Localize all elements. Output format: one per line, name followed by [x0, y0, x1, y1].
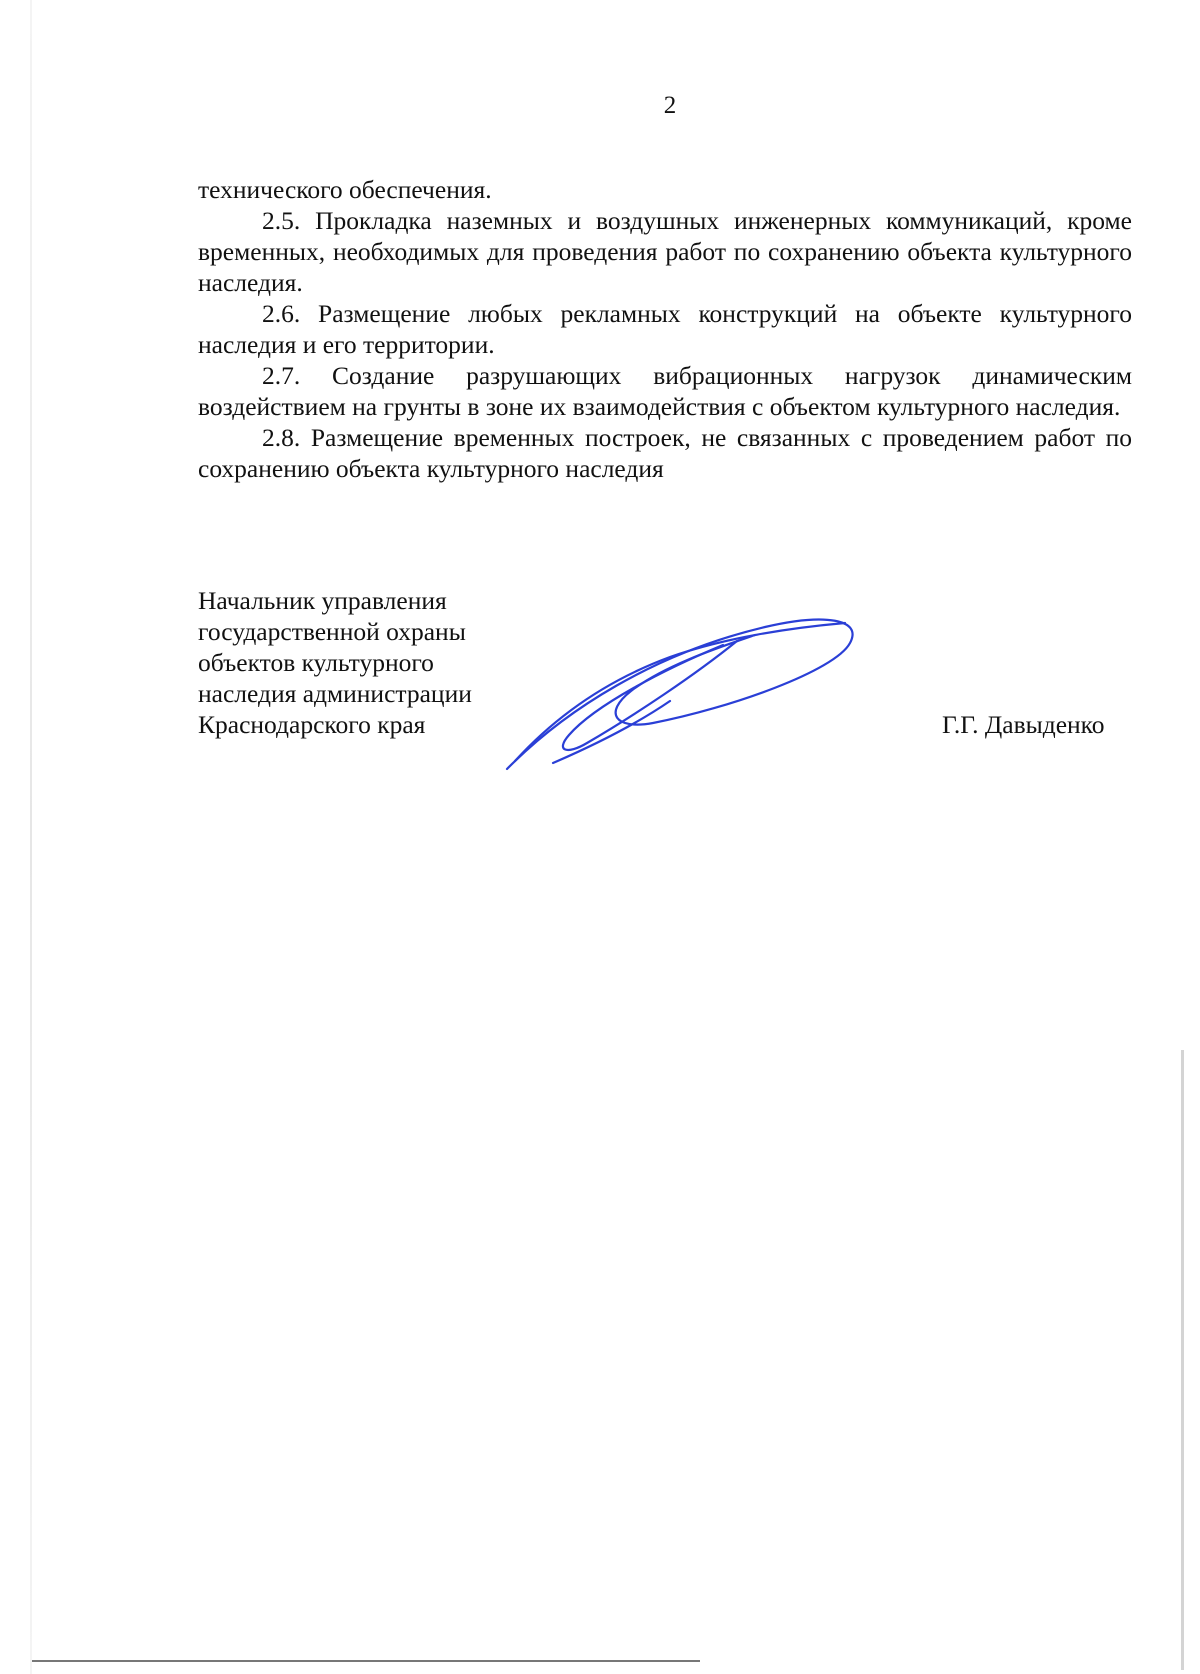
paragraph-2-8: 2.8. Размещение временных построек, не связанных с проведением работ по сохранению объекта культурного наследия [198, 423, 1132, 483]
signer-title-line: государственной охраны [198, 617, 466, 646]
paragraph-2-7: 2.7. Создание разрушающих вибрационных нагрузок динамическим воздействием на грунты в зоне их взаимодействия с объектом культурного наследия. [198, 361, 1132, 421]
page-number: 2 [663, 92, 677, 119]
signer-title-line: объектов культурного [198, 648, 434, 677]
paragraph-2-5: 2.5. Прокладка наземных и воздушных инженерных коммуникаций, кроме временных, необходимых для проведения работ по сохранению объекта культурного наследия. [198, 206, 1132, 297]
paragraph-2-6: 2.6. Размещение любых рекламных конструкций на объекте культурного наследия и его территории. [198, 299, 1132, 359]
signer-name: Г.Г. Давыденко [942, 710, 1105, 739]
signer-title [198, 585, 528, 740]
document-body [198, 174, 1132, 484]
handwritten-signature [495, 605, 865, 780]
signature-stroke [507, 620, 853, 769]
signer-title-line: Краснодарского края [198, 710, 426, 739]
scan-bottom-edge [32, 1660, 700, 1662]
paragraph-continuation: технического обеспечения. [198, 175, 492, 204]
signer-title-line: наследия администрации [198, 679, 472, 708]
scan-right-edge [1181, 1050, 1184, 1670]
signature-stroke [563, 641, 737, 750]
signer-title-line: Начальник управления [198, 586, 447, 615]
scan-left-edge [30, 0, 32, 1674]
